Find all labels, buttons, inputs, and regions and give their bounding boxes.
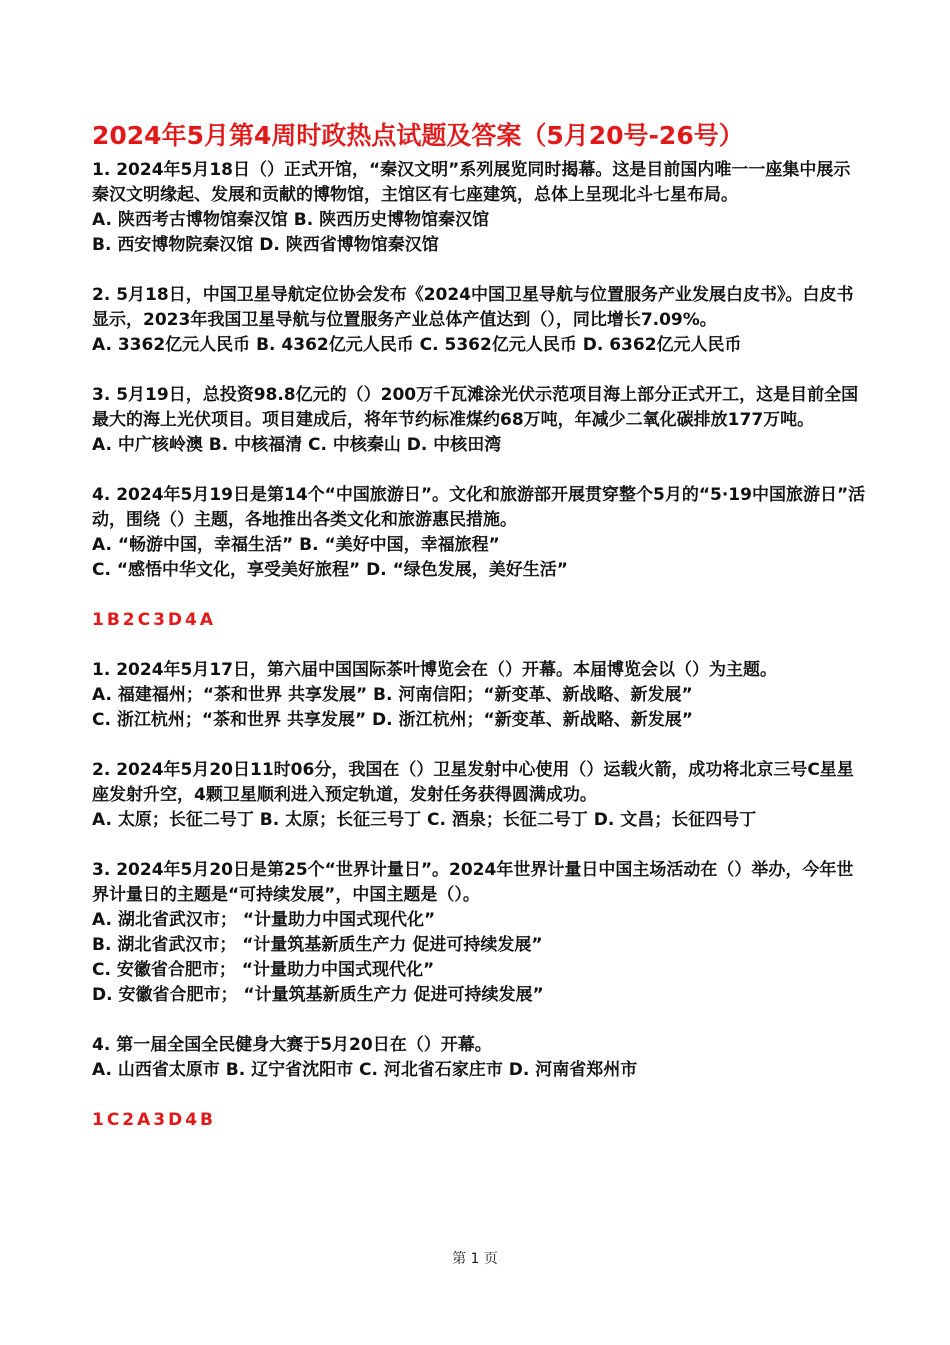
question-options: A. 山西省太原市 B. 辽宁省沈阳市 C. 河北省石家庄市 D. 河南省郑州市 <box>92 1060 638 1080</box>
question-stem: 1. 2024年5月18日（）正式开馆，“秦汉文明”系列展览同时揭幕。这是目前国内唯一一座集中展示秦汉文明缘起、发展和贡献的博物馆，主馆区有七座建筑，总体上呈现北斗七星布局。 <box>92 160 851 205</box>
question-stem: 4. 第一届全国全民健身大赛于5月20日在（）开幕。 <box>92 1035 492 1055</box>
question-stem: 3. 2024年5月20日是第25个“世界计量日”。2024年世界计量日中国主场活动在（）举办，今年世界计量日的主题是“可持续发展”，中国主题是（）。 <box>92 860 854 905</box>
question-options: A. “畅游中国，幸福生活” B. “美好中国，幸福旅程” <box>92 535 500 555</box>
question-2-3 <box>92 858 867 1008</box>
question-stem: 3. 5月19日，总投资98.8亿元的（）200万千瓦滩涂光伏示范项目海上部分正式开工，这是目前全国最大的海上光伏项目。项目建成后，将年节约标准煤约68万吨，年减少二氧化碳排放177万吨。 <box>92 385 859 430</box>
page-number: 第 1 页 <box>452 1251 498 1267</box>
content <box>92 158 867 1133</box>
question-1-1 <box>92 158 867 258</box>
question-options: A. 陕西考古博物馆秦汉馆 B. 陕西历史博物馆秦汉馆 <box>92 210 490 230</box>
question-1-3 <box>92 383 867 458</box>
question-options: C. 安徽省合肥市； “计量助力中国式现代化” <box>92 960 435 980</box>
question-stem: 4. 2024年5月19日是第14个“中国旅游日”。文化和旅游部开展贯穿整个5月的“5·19中国旅游日”活动，围绕（）主题，各地推出各类文化和旅游惠民措施。 <box>92 485 866 530</box>
question-options: D. 安徽省合肥市； “计量筑基新质生产力 促进可持续发展” <box>92 985 544 1005</box>
page-title: 2024年5月第4周时政热点试题及答案（5月20号-26号） <box>92 121 744 150</box>
question-1-4 <box>92 483 867 583</box>
question-stem: 1. 2024年5月17日，第六届中国国际茶叶博览会在（）开幕。本届博览会以（）为主题。 <box>92 660 778 680</box>
question-2-2 <box>92 758 867 833</box>
answer-key-2: 1C2A3D4B <box>92 1110 217 1130</box>
question-1-2 <box>92 283 867 358</box>
question-options: C. 浙江杭州；“茶和世界 共享发展” D. 浙江杭州；“新变革、新战略、新发展” <box>92 710 693 730</box>
question-options: A. 3362亿元人民币 B. 4362亿元人民币 C. 5362亿元人民币 D. 6362亿元人民币 <box>92 335 742 355</box>
question-options: C. “感悟中华文化，享受美好旅程” D. “绿色发展，美好生活” <box>92 560 568 580</box>
answer-key-1: 1B2C3D4A <box>92 610 217 630</box>
question-options: A. 太原；长征二号丁 B. 太原；长征三号丁 C. 酒泉；长征二号丁 D. 文昌；长征四号丁 <box>92 810 757 830</box>
question-options: B. 湖北省武汉市； “计量筑基新质生产力 促进可持续发展” <box>92 935 543 955</box>
question-options: A. 福建福州；“茶和世界 共享发展” B. 河南信阳；“新变革、新战略、新发展” <box>92 685 693 705</box>
question-options: A. 湖北省武汉市； “计量助力中国式现代化” <box>92 910 436 930</box>
question-stem: 2. 5月18日，中国卫星导航定位协会发布《2024中国卫星导航与位置服务产业发展白皮书》。白皮书显示，2023年我国卫星导航与位置服务产业总体产值达到（），同比增长7.09%。 <box>92 285 854 330</box>
question-options: A. 中广核岭澳 B. 中核福清 C. 中核秦山 D. 中核田湾 <box>92 435 502 455</box>
question-options: B. 西安博物院秦汉馆 D. 陕西省博物馆秦汉馆 <box>92 235 439 255</box>
question-stem: 2. 2024年5月20日11时06分，我国在（）卫星发射中心使用（）运载火箭，成功将北京三号C星星座发射升空，4颗卫星顺利进入预定轨道，发射任务获得圆满成功。 <box>92 760 854 805</box>
question-2-1 <box>92 658 867 733</box>
question-2-4 <box>92 1033 867 1083</box>
